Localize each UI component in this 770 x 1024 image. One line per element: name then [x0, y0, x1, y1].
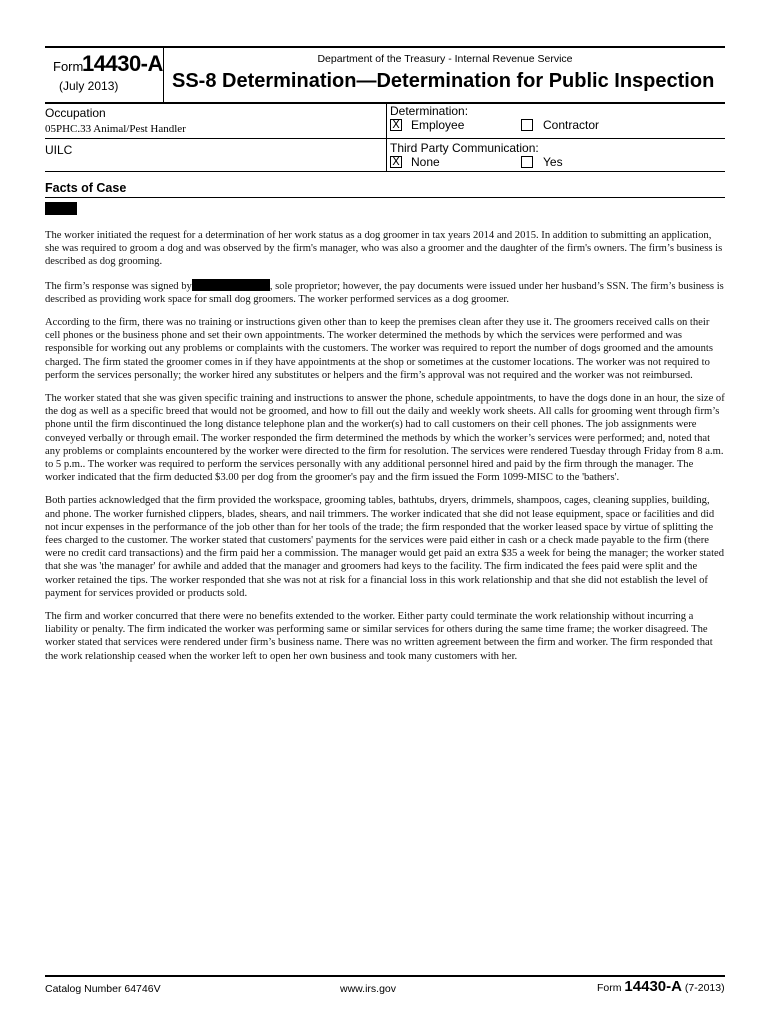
contractor-label: Contractor [543, 118, 600, 132]
facts-paragraph: The worker stated that she was given specific training and instructions to answer the phone, schedule appointments, to have the dogs done in an hour, the size of the dog as well as a specific breed that would not be groomed, and how to fill out the daily and weekly work sheets. All calls for grooming went through firm’s phone until the firm discontinued the long distance telephone plan and the worker(s) had to call customers on their cell phones. The job assignments were conveyed verbally or through email. The worker responded the firm determined the methods by which the worker’s services were performed; and, noted that any problems or complaints encountered by the worker were directed to the firm for resolution. The services were rendered Tuesday through Friday from 8 a.m. to 5 p.m.. The worker was required to perform the services personally with any additional personnel hired and paid by the firm through the manager. The worker indicated that the firm deducted $3.00 per dog from the groomer's pay and the firm issued the Form 1099-MISC to the 'bathers'. [45, 393, 725, 484]
third-party-label: Third Party Communication: [390, 141, 539, 155]
occupation-label: Occupation [45, 106, 106, 120]
facts-body [45, 229, 725, 673]
title-divider [163, 46, 164, 103]
facts-rule [45, 197, 725, 198]
footer-form-id [597, 978, 725, 995]
facts-paragraph: Both parties acknowledged that the firm provided the workspace, grooming tables, bathtubs, dryers, drimmels, shampoos, cages, cleaning supplies, building, and phone. The worker furnished clippers, blades, shears, and nail trimmers. The worker indicated that she did not lease equipment, space or facilities and did not incur expenses in the performance of the job other than for her tools of the trade; the firm responded that the worker leased space by virtue of splitting the fees charged to the customer. The worker stated that customers' payments for the services were paid either in cash or a check made payable to the firm (there were no credit card transactions) and the firm paid her a commission. The manager would get paid an extra $35 a week for being the manager; the worker stated that she was 'the manager' for awhile and added that the manager and groomers had keys to the facility. The firm indicated the fees paid were split and the worker retained the tips. The worker responded that she was not at risk for a financial loss in this work relationship and that she did not establish the level of payment for services provided or products sold. [45, 495, 725, 599]
form-id-block [45, 47, 163, 103]
field-bottom-rule [45, 171, 725, 172]
employee-checkbox[interactable]: X [390, 119, 402, 131]
footer-form-label: Form [597, 982, 622, 994]
yes-label: Yes [543, 155, 563, 169]
none-label: None [411, 155, 440, 169]
yes-checkbox[interactable] [521, 156, 533, 168]
facts-paragraph [45, 279, 725, 306]
website-link[interactable]: www.irs.gov [340, 983, 397, 995]
facts-paragraph: The firm and worker concurred that there were no benefits extended to the worker. Either party could terminate the work relationship without incurring a liability or penalty. The firm indicated the worker was performing same or similar services for others during the same time frame; the worker disagreed. The worker stated that services were rendered under firm’s business name. There was no written agreement between the firm and worker. The firm responded that the work relationship ceased when the worker left to open her own business and took many customers with her. [45, 611, 713, 662]
catalog-number: Catalog Number 64746V [45, 983, 161, 995]
facts-paragraph-start: The firm’s response was signed by [45, 280, 192, 292]
employee-label: Employee [411, 118, 465, 132]
field-row-rule [45, 138, 725, 139]
occupation-value: 05PHC.33 Animal/Pest Handler [45, 123, 186, 135]
facts-paragraph-end: , sole proprietor; however, the pay documents were issued under her husband’s SSN. The firm’s business is described as providing work space for small dog groomers. The worker performed services as a dog groomer. [45, 280, 724, 305]
facts-heading: Facts of Case [45, 181, 127, 195]
redaction-inline [192, 279, 270, 291]
redaction-block [45, 202, 77, 215]
none-checkbox[interactable]: X [390, 156, 402, 168]
department-line: Department of the Treasury - Internal Revenue Service [317, 53, 573, 65]
page-title: SS-8 Determination—Determination for Public Inspection [172, 70, 715, 92]
form-label: Form [53, 59, 84, 74]
form-date: (July 2013) [59, 79, 119, 93]
footer-revision: (7-2013) [684, 982, 725, 994]
form-number: 14430-A [82, 51, 163, 76]
uilc-label: UILC [45, 143, 73, 157]
determination-label: Determination: [390, 104, 469, 118]
footer-form-number: 14430-A [624, 978, 682, 995]
footer-rule [45, 975, 725, 977]
facts-paragraph: The worker initiated the request for a determination of her work status as a dog groomer in tax years 2014 and 2015. In addition to submitting an application, she was required to groom a dog and was observed by the firm's manager, who was also a groomer and the daughter of the firm's owners. The firm’s business is described as dog grooming. [45, 230, 723, 268]
contractor-checkbox[interactable] [521, 119, 533, 131]
facts-paragraph: According to the firm, there was no training or instructions given other than to keep the premises clean after they use it. The groomers received calls on their cell phones or the business phone and set their own appointments. The worker determined the methods by which the services were performed and was responsible for working out any problems or complaints with the customers. The worker was required to report the number of dogs groomed and the amounts charged. The firm stated the groomer comes in if they have appointments at the shop or sometimes at the customer locations. The worker was not required to perform the services personally; the worker hired any substitutes or helpers and the firm’s approval was not required and the worker was not reimbursed. [45, 317, 713, 381]
